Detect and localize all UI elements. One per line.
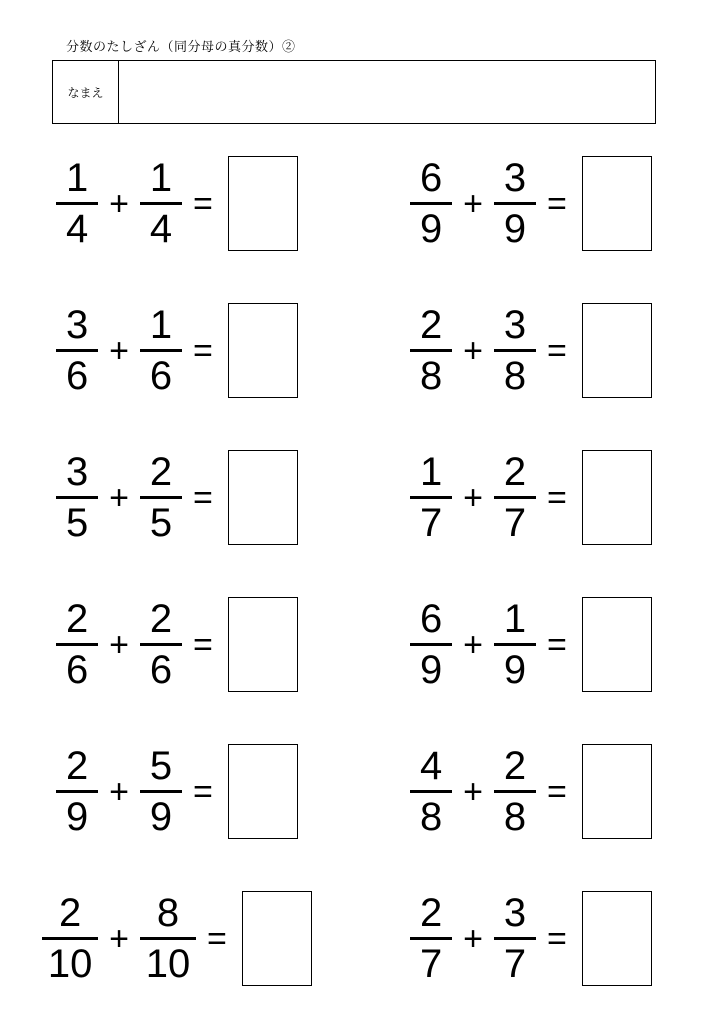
fraction-expression [410, 597, 652, 692]
fraction-numerator: 2 [66, 744, 89, 789]
fraction-numerator: 6 [420, 156, 443, 201]
fraction-denominator: 6 [66, 647, 89, 692]
equals-operator: = [547, 478, 567, 517]
equals-operator: = [193, 184, 213, 223]
problem-cell [0, 450, 354, 545]
fraction-bar [140, 349, 182, 352]
fraction [494, 598, 536, 691]
fraction-denominator: 10 [47, 941, 93, 986]
fraction-numerator: 3 [503, 303, 527, 348]
fraction-expression [42, 891, 312, 986]
fraction-numerator: 2 [59, 891, 82, 936]
fraction-numerator: 1 [149, 156, 173, 201]
fraction-numerator: 2 [66, 597, 89, 642]
fraction-expression [56, 450, 298, 545]
fraction-numerator: 2 [503, 450, 527, 495]
fraction-numerator: 6 [420, 597, 443, 642]
fraction [410, 745, 452, 838]
fraction-bar [494, 937, 536, 940]
fraction-numerator: 3 [66, 450, 89, 495]
equals-operator: = [193, 625, 213, 664]
fraction-expression [410, 450, 652, 545]
fraction-denominator: 9 [503, 206, 527, 251]
plus-operator: + [109, 772, 129, 811]
problem-row [0, 571, 709, 718]
fraction-denominator: 9 [503, 647, 527, 692]
problem-cell [0, 597, 354, 692]
answer-box[interactable] [582, 891, 652, 986]
fraction-numerator: 1 [503, 597, 527, 642]
problem-cell [354, 450, 708, 545]
fraction-denominator: 4 [149, 206, 173, 251]
fraction-numerator: 3 [503, 156, 527, 201]
fraction-denominator: 4 [66, 206, 89, 251]
answer-box[interactable] [582, 450, 652, 545]
problem-cell [0, 303, 354, 398]
fraction-expression [56, 303, 298, 398]
fraction-bar [410, 937, 452, 940]
problem-cell [354, 744, 708, 839]
equals-operator: = [547, 184, 567, 223]
fraction [410, 157, 452, 250]
fraction [140, 157, 182, 250]
plus-operator: + [463, 625, 483, 664]
fraction-numerator: 4 [420, 744, 443, 789]
fraction-expression [410, 744, 652, 839]
fraction-denominator: 5 [66, 500, 89, 545]
fraction-bar [56, 496, 98, 499]
fraction-numerator: 8 [156, 891, 180, 936]
fraction [494, 304, 536, 397]
fraction [494, 745, 536, 838]
fraction-denominator: 9 [66, 794, 89, 839]
fraction [56, 304, 98, 397]
fraction-bar [494, 790, 536, 793]
answer-box[interactable] [582, 303, 652, 398]
name-input[interactable] [119, 61, 655, 123]
fraction-numerator: 1 [66, 156, 89, 201]
fraction-denominator: 5 [149, 500, 173, 545]
fraction-numerator: 2 [420, 303, 443, 348]
fraction-bar [410, 349, 452, 352]
problem-row [0, 130, 709, 277]
fraction [140, 451, 182, 544]
fraction-denominator: 9 [420, 647, 443, 692]
equals-operator: = [193, 772, 213, 811]
fraction-denominator: 7 [420, 500, 443, 545]
fraction [56, 157, 98, 250]
fraction-bar [140, 202, 182, 205]
equals-operator: = [547, 625, 567, 664]
fraction-denominator: 8 [420, 794, 443, 839]
problem-row [0, 424, 709, 571]
fraction-numerator: 2 [149, 450, 173, 495]
plus-operator: + [109, 919, 129, 958]
fraction-numerator: 3 [503, 891, 527, 936]
fraction-numerator: 2 [149, 597, 173, 642]
fraction [494, 892, 536, 985]
fraction-denominator: 9 [149, 794, 173, 839]
equals-operator: = [547, 919, 567, 958]
fraction-bar [410, 202, 452, 205]
problem-cell [0, 744, 354, 839]
fraction-bar [410, 496, 452, 499]
fraction [56, 745, 98, 838]
fraction-bar [494, 496, 536, 499]
fraction [140, 304, 182, 397]
problem-cell [354, 156, 708, 251]
answer-box[interactable] [582, 744, 652, 839]
fraction [494, 157, 536, 250]
plus-operator: + [463, 478, 483, 517]
fraction-bar [140, 790, 182, 793]
fraction-bar [56, 202, 98, 205]
plus-operator: + [109, 478, 129, 517]
fraction-numerator: 1 [149, 303, 173, 348]
problem-grid [0, 130, 709, 1012]
fraction-bar [56, 643, 98, 646]
fraction [140, 892, 196, 985]
fraction-denominator: 9 [420, 206, 443, 251]
fraction-bar [140, 643, 182, 646]
plus-operator: + [109, 625, 129, 664]
fraction-bar [494, 202, 536, 205]
fraction-bar [494, 349, 536, 352]
name-label-cell [53, 61, 119, 123]
fraction-bar [42, 937, 98, 940]
equals-operator: = [193, 478, 213, 517]
fraction-denominator: 8 [420, 353, 443, 398]
answer-box[interactable] [228, 156, 298, 251]
fraction-expression [56, 744, 298, 839]
fraction-expression [410, 156, 652, 251]
fraction-bar [140, 496, 182, 499]
fraction-bar [140, 937, 196, 940]
answer-box[interactable] [242, 891, 312, 986]
plus-operator: + [463, 184, 483, 223]
plus-operator: + [463, 331, 483, 370]
fraction-denominator: 6 [149, 353, 173, 398]
fraction-denominator: 8 [503, 353, 527, 398]
fraction-numerator: 5 [149, 744, 173, 789]
answer-box[interactable] [228, 450, 298, 545]
fraction-denominator: 10 [145, 941, 191, 986]
answer-box[interactable] [228, 303, 298, 398]
name-box [52, 60, 656, 124]
problem-cell [0, 156, 354, 251]
equals-operator: = [193, 331, 213, 370]
fraction-denominator: 7 [503, 500, 527, 545]
fraction [410, 892, 452, 985]
fraction [410, 451, 452, 544]
fraction-expression [56, 597, 298, 692]
plus-operator: + [463, 772, 483, 811]
fraction [56, 451, 98, 544]
equals-operator: = [207, 919, 227, 958]
problem-row [0, 865, 709, 1012]
fraction-bar [494, 643, 536, 646]
fraction [140, 598, 182, 691]
problem-row [0, 718, 709, 865]
fraction [410, 598, 452, 691]
problem-row [0, 277, 709, 424]
fraction-denominator: 6 [66, 353, 89, 398]
answer-box[interactable] [228, 744, 298, 839]
fraction-bar [56, 790, 98, 793]
equals-operator: = [547, 772, 567, 811]
fraction-numerator: 1 [420, 450, 443, 495]
plus-operator: + [463, 919, 483, 958]
answer-box[interactable] [228, 597, 298, 692]
fraction [140, 745, 182, 838]
problem-cell [354, 597, 708, 692]
fraction-bar [56, 349, 98, 352]
equals-operator: = [547, 331, 567, 370]
fraction-numerator: 3 [66, 303, 89, 348]
page-title: 分数のたしざん（同分母の真分数）② [66, 39, 296, 54]
answer-box[interactable] [582, 597, 652, 692]
plus-operator: + [109, 184, 129, 223]
fraction-expression [56, 156, 298, 251]
name-label: なまえ [67, 85, 104, 100]
fraction [42, 892, 98, 985]
problem-cell [354, 303, 708, 398]
fraction-numerator: 2 [420, 891, 443, 936]
answer-box[interactable] [582, 156, 652, 251]
fraction-numerator: 2 [503, 744, 527, 789]
fraction-expression [410, 303, 652, 398]
fraction-denominator: 6 [149, 647, 173, 692]
fraction-denominator: 7 [503, 941, 527, 986]
fraction-expression [410, 891, 652, 986]
fraction [494, 451, 536, 544]
problem-cell [354, 891, 708, 986]
plus-operator: + [109, 331, 129, 370]
problem-cell [0, 891, 354, 986]
fraction-bar [410, 790, 452, 793]
fraction-bar [410, 643, 452, 646]
fraction [410, 304, 452, 397]
fraction [56, 598, 98, 691]
fraction-denominator: 7 [420, 941, 443, 986]
fraction-denominator: 8 [503, 794, 527, 839]
